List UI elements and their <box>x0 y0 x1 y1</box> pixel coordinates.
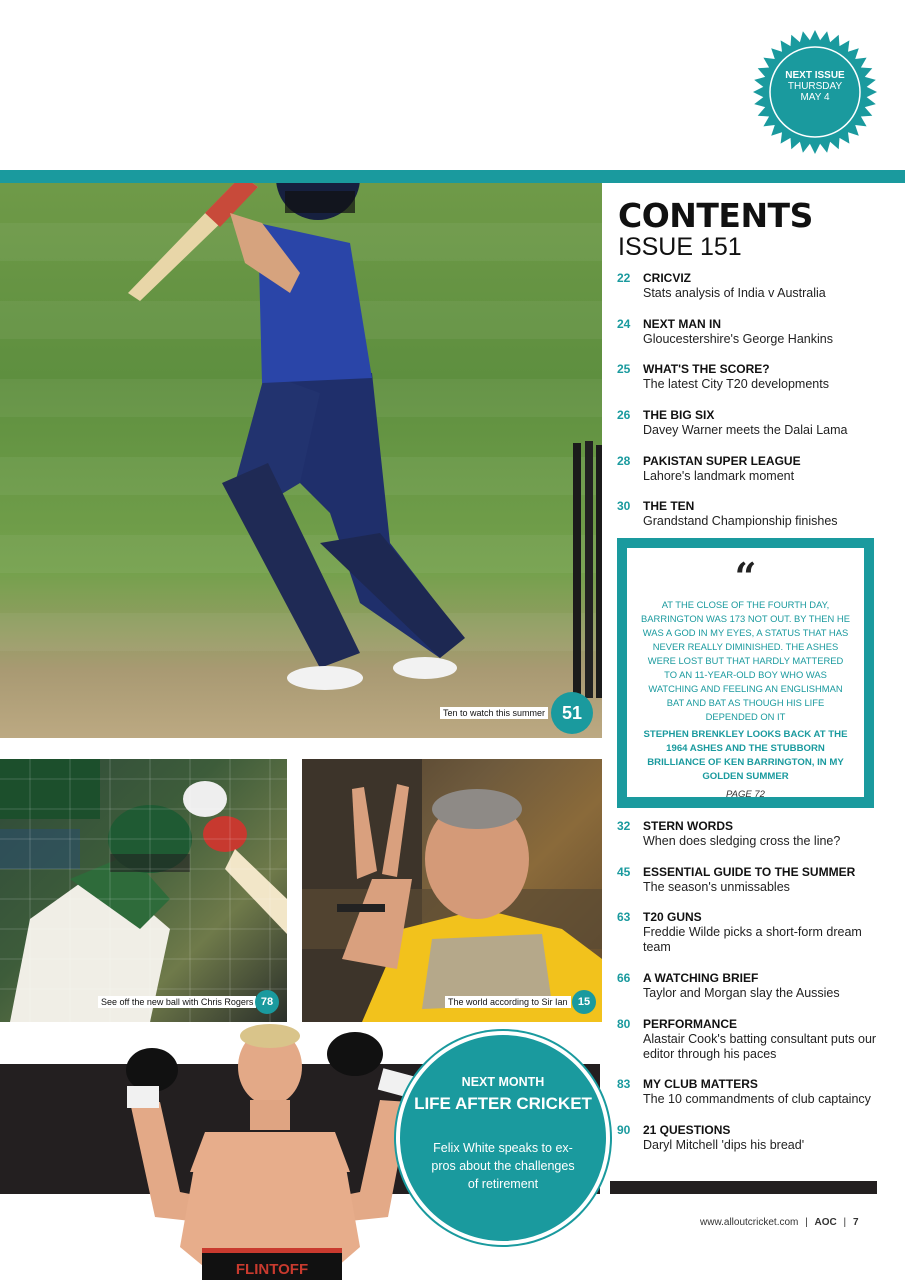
photo-sir-ian <box>302 759 602 1022</box>
next-month-description: Felix White speaks to ex-pros about the challenges of retirement <box>431 1141 575 1191</box>
entry-description: Freddie Wilde picks a short-form dream team <box>643 925 862 954</box>
quote-text: AT THE CLOSE OF THE FOURTH DAY, BARRINGTON WAS 173 NOT OUT. BY THEN HE WAS A GOD IN MY EYES, A STATUS THAT HAS NEVER REALLY DIMINISHED. THE ASHES WERE LOST BUT THAT HARDLY MATTERED TO AN 11-YEAR-OLD BOY WHO WAS WATCHING AND FEELING AN ENGLISHMAN BAT AND BAT AS THOUGH HIS LIFE DEPENDED ON IT <box>641 599 850 722</box>
entry-description: Daryl Mitchell 'dips his bread' <box>643 1138 805 1152</box>
entry-page-number: 26 <box>617 408 631 422</box>
entry-heading: STERN WORDS <box>643 819 733 833</box>
entry-description: Alastair Cook's batting consultant puts our editor through his paces <box>643 1032 877 1061</box>
page-badge-78: 78 <box>255 990 279 1014</box>
footer-separator: | <box>843 1217 847 1228</box>
entry-heading: A WATCHING BRIEF <box>643 971 759 985</box>
entry-description: When does sledging cross the line? <box>643 834 841 848</box>
entry-description: The latest City T20 developments <box>643 377 829 391</box>
page-title: CONTENTS <box>618 196 813 235</box>
page-badge-15: 15 <box>572 990 596 1014</box>
footer-rule <box>610 1181 877 1194</box>
entry-page-number: 32 <box>617 819 631 833</box>
entry-heading: PAKISTAN SUPER LEAGUE <box>643 454 801 468</box>
quote-attribution: STEPHEN BRENKLEY LOOKS BACK AT THE 1964 ASHES AND THE STUBBORN BRILLIANCE OF KEN BARRINGTON, IN MY GOLDEN SUMMER <box>643 729 848 782</box>
entry-heading: THE BIG SIX <box>643 408 715 422</box>
footer-brand: AOC <box>814 1217 837 1228</box>
entry-page-number: 90 <box>617 1123 631 1137</box>
entry-heading: WHAT'S THE SCORE? <box>643 362 770 376</box>
issue-number: ISSUE 151 <box>618 233 742 261</box>
sir-ian-illustration <box>302 759 602 1022</box>
entry-description: Stats analysis of India v Australia <box>643 286 826 300</box>
entry-page-number: 24 <box>617 317 631 331</box>
batsman-illustration <box>0 183 602 738</box>
entry-page-number: 66 <box>617 971 631 985</box>
entry-heading: ESSENTIAL GUIDE TO THE SUMMER <box>643 865 856 879</box>
entry-page-number: 22 <box>617 271 631 285</box>
entry-page-number: 25 <box>617 362 631 376</box>
shorts-lettering: FLINTOFF <box>235 1261 309 1278</box>
quote-mark-icon: “ <box>734 554 757 599</box>
entry-page-number: 45 <box>617 865 631 879</box>
footer-page-number: 7 <box>852 1217 859 1228</box>
entry-heading: NEXT MAN IN <box>643 317 721 331</box>
next-month-title: LIFE AFTER CRICKET <box>414 1094 592 1113</box>
next-month-label: NEXT MONTH <box>461 1075 545 1089</box>
entry-page-number: 63 <box>617 910 631 924</box>
footer-url: www.alloutcricket.com <box>700 1217 799 1228</box>
entry-description: Gloucestershire's George Hankins <box>643 332 833 346</box>
entry-description: Grandstand Championship finishes <box>643 514 838 528</box>
boxer-illustration <box>110 1022 430 1280</box>
entry-heading: THE TEN <box>643 499 695 513</box>
entry-description: Lahore's landmark moment <box>643 469 795 483</box>
entry-description: Davey Warner meets the Dalai Lama <box>643 423 848 437</box>
entry-page-number: 83 <box>617 1077 631 1091</box>
pull-quote-inner <box>627 548 864 800</box>
caption-ten-to-watch: Ten to watch this summer <box>440 707 548 719</box>
caption-chris-rogers: See off the new ball with Chris Rogers <box>98 996 256 1008</box>
page-badge-51: 51 <box>551 692 593 734</box>
rogers-illustration <box>0 759 287 1022</box>
next-issue-text <box>753 70 877 103</box>
entry-page-number: 80 <box>617 1017 631 1031</box>
next-issue-day: THURSDAY <box>787 81 843 92</box>
entry-description: The season's unmissables <box>643 880 790 894</box>
entry-heading: MY CLUB MATTERS <box>643 1077 758 1091</box>
caption-sir-ian: The world according to Sir Ian <box>445 996 571 1008</box>
entry-heading: PERFORMANCE <box>643 1017 738 1031</box>
entry-heading: CRICVIZ <box>643 271 691 285</box>
header-accent-bar <box>0 170 905 183</box>
footer-separator: | <box>805 1217 808 1228</box>
entry-description: Taylor and Morgan slay the Aussies <box>643 986 840 1000</box>
next-month-circle <box>396 1031 610 1245</box>
entry-heading: T20 GUNS <box>643 910 702 924</box>
entry-description: The 10 commandments of club captaincy <box>643 1092 871 1106</box>
entry-page-number: 30 <box>617 499 631 513</box>
quote-page-ref: PAGE 72 <box>726 789 765 800</box>
photo-batsman <box>0 183 602 738</box>
next-issue-label: NEXT ISSUE <box>785 70 845 81</box>
pull-quote-box <box>617 538 874 808</box>
page-footer <box>700 1217 859 1228</box>
entry-heading: 21 QUESTIONS <box>643 1123 731 1137</box>
photo-chris-rogers <box>0 759 287 1022</box>
next-issue-date: MAY 4 <box>800 92 830 103</box>
entry-page-number: 28 <box>617 454 631 468</box>
